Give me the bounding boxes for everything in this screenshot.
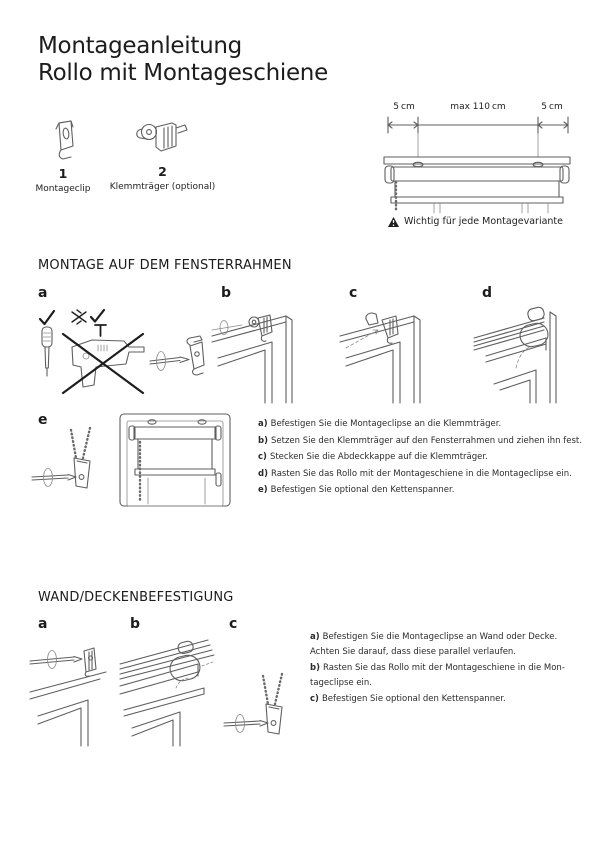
chain-tensioner-drawing xyxy=(74,458,90,488)
page-title-line1: Montageanleitung xyxy=(38,33,242,59)
mounting-width-diagram xyxy=(382,112,574,214)
part-number: 2 xyxy=(158,164,167,179)
illustration-step1-e-window xyxy=(118,412,234,508)
instruction-text: Setzen Sie den Klemmträger auf den Fensterrahmen und ziehen ihn fest. xyxy=(270,435,582,446)
step-label-d: d xyxy=(482,285,493,301)
window-frame-drawing xyxy=(340,316,420,403)
warning-icon xyxy=(388,217,399,227)
section1-heading: MONTAGE AUF DEM FENSTERRAHMEN xyxy=(38,258,292,273)
dim-prefix: max xyxy=(450,102,473,112)
no-tool-icon xyxy=(72,310,86,324)
window-frame-drawing xyxy=(212,316,292,403)
step-label-b: b xyxy=(130,616,141,632)
illustration-step1-c xyxy=(340,306,436,406)
dim-value: 5 xyxy=(541,102,547,112)
blind-fabric-drawing xyxy=(138,439,212,469)
dim-unit: cm xyxy=(401,102,415,112)
step-label-c: c xyxy=(349,285,358,301)
chain-drawing xyxy=(71,430,76,458)
window-frame-drawing xyxy=(132,712,180,746)
illustration-step1-b xyxy=(212,306,308,406)
illustration-step2-a xyxy=(30,640,132,748)
step-label-a: a xyxy=(38,616,48,632)
screwdriver-icon xyxy=(224,721,268,727)
step-label-c: c xyxy=(229,616,238,632)
part-montageclip xyxy=(30,118,96,194)
page-title-line2: Rollo mit Montageschiene xyxy=(38,59,328,86)
window-frame-drawing xyxy=(550,312,556,403)
montageclip-icon xyxy=(46,118,80,162)
instruction-prefix: a) xyxy=(258,419,268,429)
instruction-line xyxy=(258,416,582,433)
instruction-prefix: b) xyxy=(310,662,320,673)
instruction-prefix: c) xyxy=(258,452,267,463)
dim-label-left xyxy=(384,102,424,112)
instruction-prefix: b) xyxy=(258,435,268,446)
part-klemmtraeger xyxy=(100,118,225,192)
section1-instructions xyxy=(258,416,582,499)
drill-icon xyxy=(72,340,144,387)
window-frame-drawing xyxy=(120,414,230,506)
instruction-line xyxy=(310,692,575,707)
klemmtraeger-drawing xyxy=(249,317,259,327)
instruction-line xyxy=(258,466,582,483)
dim-label-right xyxy=(532,102,572,112)
instruction-line xyxy=(310,630,575,661)
part-label: Montageclip xyxy=(35,184,91,194)
instruction-prefix: c) xyxy=(310,693,319,704)
section2-heading: WAND/DECKENBEFESTIGUNG xyxy=(38,590,234,605)
instruction-text: Befestigen Sie die Montageclipse an Wand oder Decke. Achten Sie darauf, dass diese parallel verlaufen. xyxy=(310,632,558,658)
klemmtraeger-icon xyxy=(134,118,192,160)
dim-label-center xyxy=(428,102,528,112)
instruction-text: Befestigen Sie optional den Kettenspanner. xyxy=(270,485,455,496)
mounting-rail-drawing xyxy=(474,318,544,350)
chain-drawing xyxy=(263,676,268,704)
illustration-step2-c-tensioner xyxy=(222,674,308,750)
illustration-step1-a xyxy=(34,306,206,401)
montageclip-drawing xyxy=(84,648,96,676)
chain-tensioner-drawing xyxy=(266,704,282,734)
instruction-text: Befestigen Sie die Montageclipse an die Klemmträger. xyxy=(270,419,502,429)
window-handle-drawing xyxy=(216,473,221,486)
warning-note xyxy=(388,216,563,227)
instruction-line xyxy=(258,449,582,466)
instruction-prefix: e) xyxy=(258,485,268,496)
instruction-line xyxy=(258,433,582,450)
warning-text: Wichtig für jede Montagevariante xyxy=(404,216,564,227)
dim-value: 5 xyxy=(393,102,399,112)
instruction-text: Rasten Sie das Rollo mit der Montageschiene in die Montageclipse ein. xyxy=(310,662,565,689)
page-title xyxy=(38,33,328,86)
window-frame-drawing xyxy=(30,672,106,699)
blind-header-drawing xyxy=(134,427,216,439)
cross-out-icon xyxy=(63,334,143,393)
cover-cap-drawing xyxy=(366,313,378,325)
instruction-line xyxy=(258,482,582,499)
dim-unit: cm xyxy=(549,102,563,112)
instruction-text: Stecken Sie die Abdeckkappe auf die Klemmträger. xyxy=(269,452,488,463)
step-label-e: e xyxy=(38,412,48,428)
instruction-prefix: d) xyxy=(258,468,268,479)
instruction-text: Befestigen Sie optional den Kettenspanner. xyxy=(321,693,506,704)
instruction-text: Rasten Sie das Rollo mit der Montageschiene in die Montageclipse ein. xyxy=(270,468,572,479)
dim-value: 110 xyxy=(472,102,490,112)
screwdriver-icon xyxy=(32,475,76,481)
step-label-b: b xyxy=(221,285,232,301)
instruction-prefix: a) xyxy=(310,632,320,642)
illustration-step1-e-tensioner xyxy=(30,428,116,504)
check-icon xyxy=(91,310,104,322)
hand-screw-icon xyxy=(95,325,106,336)
section2-instructions xyxy=(310,630,575,707)
illustration-step2-b xyxy=(118,636,226,748)
instruction-line xyxy=(310,661,575,692)
dim-unit: cm xyxy=(491,102,506,112)
part-number: 1 xyxy=(58,166,68,181)
illustration-step1-d xyxy=(474,306,574,406)
part-label: Klemmträger (optional) xyxy=(109,182,216,192)
step-label-a: a xyxy=(38,285,48,301)
check-icon xyxy=(40,311,54,324)
